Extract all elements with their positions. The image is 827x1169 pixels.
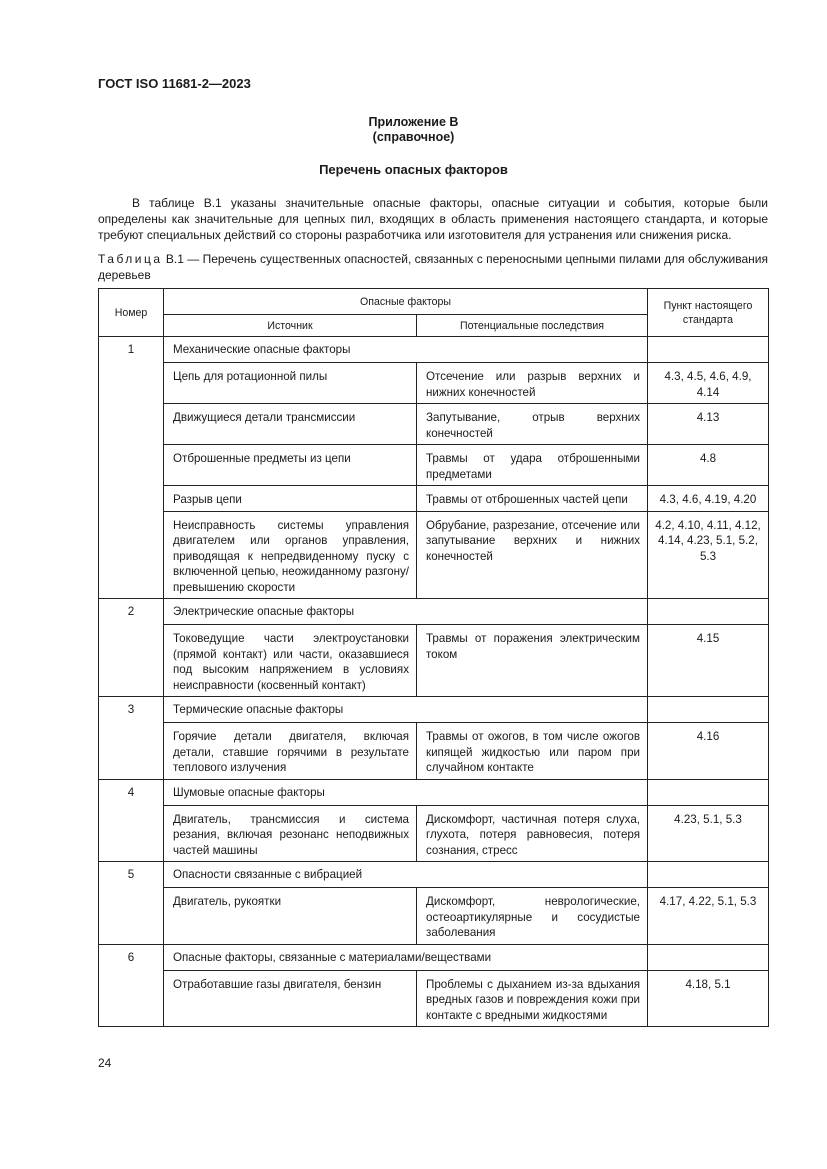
hazard-effects: Травмы от поражения электрическим током [417,625,648,697]
hazard-source: Двигатель, трансмиссия и система резания, включая резонанс неподвижных частей машины [164,805,417,862]
appendix-title: Приложение В [368,115,459,129]
row-number: 6 [99,944,164,1027]
table-caption [98,252,768,283]
table-row [99,888,769,945]
row-number: 4 [99,779,164,862]
hazard-source: Отброшенные предметы из цепи [164,445,417,486]
hazard-category: Механические опасные факторы [164,337,648,363]
category-row [99,337,769,363]
document-code: ГОСТ ISO 11681-2—2023 [98,76,251,91]
hazard-category: Опасности связанные с вибрацией [164,862,648,888]
hazard-effects: Обрубание, разрезание, отсечение или запутывание верхних и нижних конечностей [417,511,648,599]
header-hazards: Опасные факторы [164,289,648,315]
hazard-effects: Травмы от удара отброшенными предметами [417,445,648,486]
standard-clause: 4.2, 4.10, 4.11, 4.12, 4.14, 4.23, 5.1, 5.2, 5.3 [648,511,769,599]
header-number: Номер [99,289,164,337]
header-clause: Пункт настоящего стандарта [648,289,769,337]
hazard-source: Неисправность системы управления двигателем или органов управления, приводящая к непредвиденному пуску с включенной цепью, неожиданному разгону/превышению скорости [164,511,417,599]
standard-clause: 4.23, 5.1, 5.3 [648,805,769,862]
hazard-source: Отработавшие газы двигателя, бензин [164,970,417,1027]
hazard-source: Разрыв цепи [164,486,417,512]
standard-clause: 4.18, 5.1 [648,970,769,1027]
row-number: 3 [99,697,164,780]
hazard-category: Шумовые опасные факторы [164,779,648,805]
table-caption-label: Таблица [98,252,163,266]
intro-paragraph: В таблице В.1 указаны значительные опасные факторы, опасные ситуации и события, которые были определены как значительные для цепных пил, входящих в область применения настоящего стандарта, и которые требуют специальных действий со стороны разработчика или изготовителя для устранения или снижения риска. [98,196,768,242]
row-number: 2 [99,599,164,697]
category-clause-empty [648,697,769,723]
standard-clause: 4.3, 4.5, 4.6, 4.9, 4.14 [648,363,769,404]
hazard-category: Электрические опасные факторы [164,599,648,625]
hazard-effects: Дискомфорт, частичная потеря слуха, глухота, потеря равновесия, потеря сознания, стресс [417,805,648,862]
table-caption-text: В.1 — Перечень существенных опасностей, связанных с переносными цепными пилами для обслуживания деревьев [98,252,768,282]
appendix-subtitle: (справочное) [372,130,455,144]
table-row [99,970,769,1027]
hazard-category: Термические опасные факторы [164,697,648,723]
category-clause-empty [648,944,769,970]
table-row [99,723,769,780]
hazard-source: Токоведущие части электроустановки (прямой контакт) или части, оказавшиеся под высоким напряжением в условиях неисправности (косвенный контакт) [164,625,417,697]
category-row [99,599,769,625]
table-row [99,404,769,445]
hazard-source: Движущиеся детали трансмиссии [164,404,417,445]
hazard-source: Цепь для ротационной пилы [164,363,417,404]
standard-clause: 4.17, 4.22, 5.1, 5.3 [648,888,769,945]
category-clause-empty [648,779,769,805]
header-effects: Потенциальные последствия [417,315,648,337]
category-row [99,779,769,805]
hazard-effects: Дискомфорт, неврологические, остеоартикулярные и сосудистые заболевания [417,888,648,945]
table-row [99,625,769,697]
category-clause-empty [648,337,769,363]
category-row [99,862,769,888]
standard-clause: 4.13 [648,404,769,445]
table-row [99,445,769,486]
category-row [99,944,769,970]
hazard-category: Опасные факторы, связанные с материалами/веществами [164,944,648,970]
row-number: 5 [99,862,164,945]
standard-clause: 4.15 [648,625,769,697]
hazard-source: Двигатель, рукоятки [164,888,417,945]
standard-clause: 4.16 [648,723,769,780]
standard-clause: 4.8 [648,445,769,486]
hazard-effects: Отсечение или разрыв верхних и нижних конечностей [417,363,648,404]
table-header [99,289,769,337]
table-body [99,337,769,1027]
hazard-effects: Травмы от ожогов, в том числе ожогов кипящей жидкостью или паром при случайном контакте [417,723,648,780]
category-clause-empty [648,599,769,625]
table-row [99,486,769,512]
page-number: 24 [98,1056,112,1070]
hazard-effects: Запутывание, отрыв верхних конечностей [417,404,648,445]
hazard-effects: Проблемы с дыханием из-за вдыхания вредных газов и повреждения кожи при контакте с вредными жидкостями [417,970,648,1027]
table-row [99,511,769,599]
header-source: Источник [164,315,417,337]
table-row [99,363,769,404]
category-clause-empty [648,862,769,888]
row-number: 1 [99,337,164,599]
appendix-heading [0,115,827,145]
category-row [99,697,769,723]
hazard-effects: Травмы от отброшенных частей цепи [417,486,648,512]
section-title: Перечень опасных факторов [319,162,508,177]
standard-clause: 4.3, 4.6, 4.19, 4.20 [648,486,769,512]
hazard-source: Горячие детали двигателя, включая детали, ставшие горячими в результате теплового излучения [164,723,417,780]
table-row [99,805,769,862]
hazards-table [98,288,769,1027]
